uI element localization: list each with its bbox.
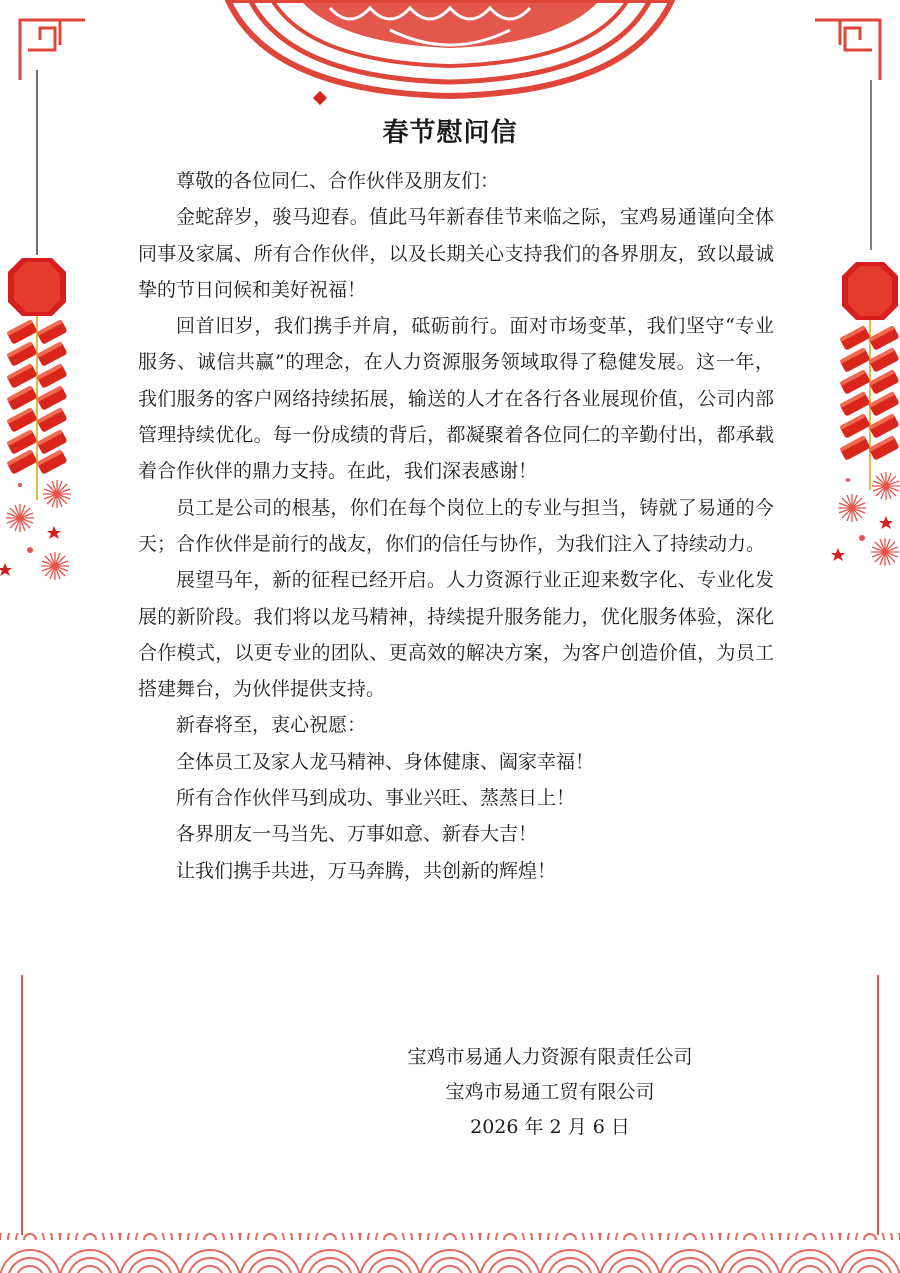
red-star-icon — [831, 548, 845, 561]
paragraph-3: 员工是公司的根基，你们在每个岗位上的专业与担当，铸就了易通的今天；合作伙伴是前行的战友，你们的信任与协作，为我们注入了持续动力。 — [138, 496, 774, 555]
signature-company-2: 宝鸡市易通工贸有限公司 — [445, 1081, 655, 1103]
firecracker-lantern-right — [839, 262, 899, 490]
letter-body — [138, 163, 774, 889]
wish-line: 让我们携手共进，万马奔腾，共创新的辉煌！ — [176, 859, 557, 882]
paragraph-2: 回首旧岁，我们携手并肩，砥砺前行。面对市场变革，我们坚守“专业服务、诚信共赢”的理念，在人力资源服务领域取得了稳健发展。这一年，我们服务的客户网络持续拓展，输送的人才在各行各业展现价值，公司内部管理持续优化。每一份成绩的背后，都凝聚着各位同仁的辛勤付出，都承载着合作伙伴的鼎力支持。在此，我们深表感谢！ — [138, 315, 774, 483]
wish-line: 各界朋友一马当先、万事如意、新春大吉！ — [176, 823, 538, 846]
salutation: 尊敬的各位同仁、合作伙伴及朋友们： — [176, 170, 500, 192]
red-star-icon — [0, 563, 12, 576]
signature-date: 2026 年 2 月 6 日 — [470, 1116, 630, 1138]
fretwork-corner-right — [815, 20, 880, 80]
paragraph-4: 展望马年，新的征程已经开启。人力资源行业正迎来数字化、专业化发展的新阶段。我们将以龙马精神，持续提升服务能力，优化服务体验，深化合作模式，以更专业的团队、更高效的解决方案，为客户创造价值，为员工搭建舞台，为伙伴提供支持。 — [138, 569, 774, 701]
wish-line: 所有合作伙伴马到成功、事业兴旺、蒸蒸日上！ — [176, 787, 576, 810]
fretwork-corner-left — [20, 20, 85, 80]
paper-cut-medallion — [228, 0, 672, 105]
signature-block — [330, 1040, 770, 1145]
wishes-intro: 新春将至，衷心祝愿： — [176, 714, 367, 737]
red-star-icon — [879, 516, 893, 529]
wave-border — [0, 1233, 900, 1273]
paragraph-1: 金蛇辞岁，骏马迎春。值此马年新春佳节来临之际，宝鸡易通谨向全体同事及家属、所有合作伙伴，以及长期关心支持我们的各界朋友，致以最诚挚的节日问候和美好祝福！ — [138, 206, 774, 301]
firework-burst-left — [6, 480, 71, 580]
page-title: 春节慰问信 — [382, 118, 518, 148]
wish-line: 全体员工及家人龙马精神、身体健康、阖家幸福！ — [176, 750, 595, 773]
red-star-icon — [47, 526, 61, 539]
signature-company-1: 宝鸡市易通人力资源有限责任公司 — [407, 1046, 693, 1068]
